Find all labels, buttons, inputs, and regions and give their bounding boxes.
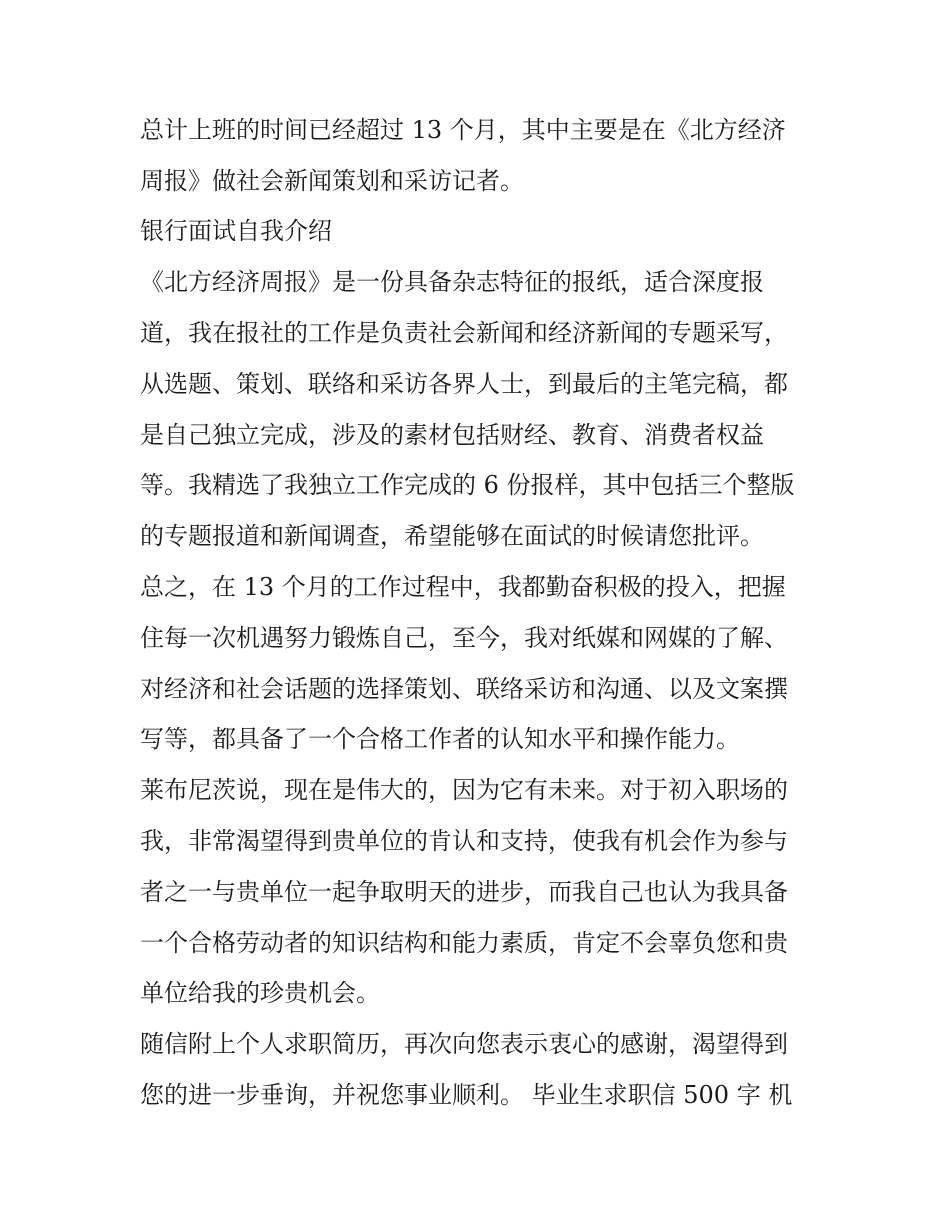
text-line: 单位给我的珍贵机会。 [140, 979, 380, 1007]
text-line: 莱布尼茨说，现在是伟大的，因为它有未来。对于初入职场的 [140, 776, 788, 804]
text-line: 《北方经济周报》是一份具备杂志特征的报纸，适合深度报 [140, 268, 764, 296]
text-line: 的专题报道和新闻调查，希望能够在面试的时候请您批评。 [140, 522, 764, 550]
text-line: 写等，都具备了一个合格工作者的认知水平和操作能力。 [140, 725, 740, 753]
text-line: 道，我在报社的工作是负责社会新闻和经济新闻的专题采写， [140, 319, 788, 347]
text-line: 是自己独立完成，涉及的素材包括财经、教育、消费者权益 [140, 421, 764, 449]
text-line: 周报》做社会新闻策划和采访记者。 [140, 167, 524, 195]
section-heading: 银行面试自我介绍 [140, 217, 332, 245]
text-line: 我，非常渴望得到贵单位的肯认和支持，使我有机会作为参与 [140, 827, 788, 855]
text-line: 住每一次机遇努力锻炼自己，至今，我对纸媒和网媒的了解、 [140, 624, 788, 652]
text-line: 随信附上个人求职简历，再次向您表示衷心的感谢，渴望得到 [140, 1030, 788, 1058]
text-line: 对经济和社会话题的选择策划、联络采访和沟通、以及文案撰 [140, 675, 788, 703]
text-line: 您的进一步垂询，并祝您事业顺利。 毕业生求职信 500 字 机 [140, 1081, 793, 1109]
text-line: 总之，在 13 个月的工作过程中，我都勤奋积极的投入，把握 [140, 573, 786, 601]
text-line: 等。我精选了我独立工作完成的 6 份报样，其中包括三个整版 [140, 471, 795, 499]
text-line: 总计上班的时间已经超过 13 个月，其中主要是在《北方经济 [140, 116, 786, 144]
text-line: 从选题、策划、联络和采访各界人士，到最后的主笔完稿，都 [140, 370, 788, 398]
text-line: 者之一与贵单位一起争取明天的进步，而我自己也认为我具备 [140, 878, 788, 906]
text-line: 一个合格劳动者的知识结构和能力素质，肯定不会辜负您和贵 [140, 929, 788, 957]
